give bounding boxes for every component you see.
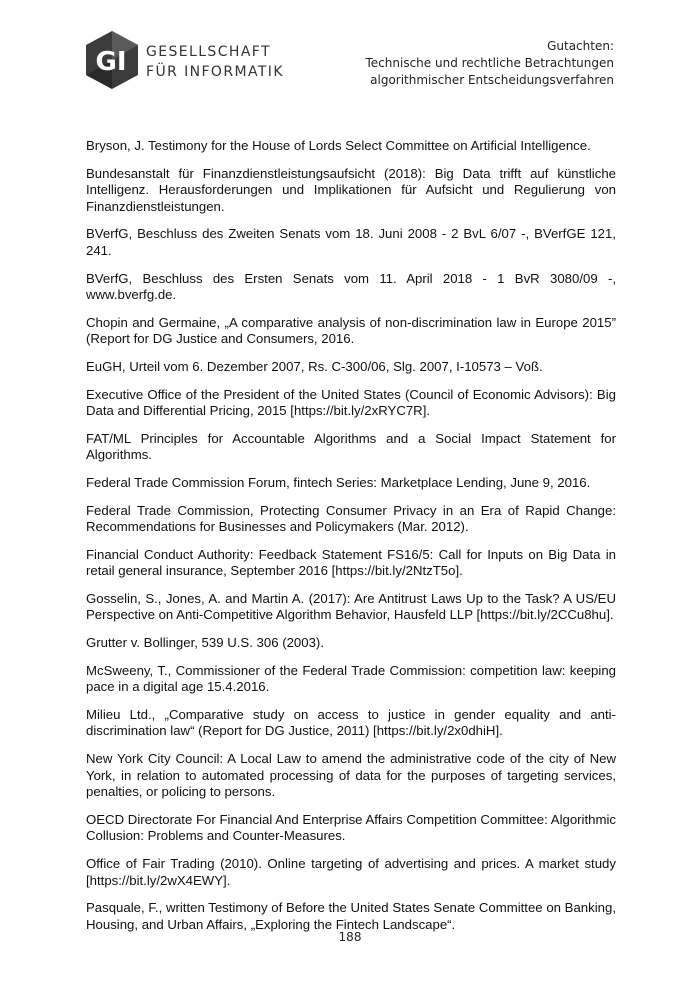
- reference-item: Milieu Ltd., „Comparative study on access to justice in gender equality and anti-discrimination law“ (Report for DG Justice, 2011) [https://bit.ly/2x0dhiH].: [86, 706, 616, 739]
- header-title-line-3: algorithmischer Entscheidungsverfahren: [370, 73, 614, 87]
- header-title-line-1: Gutachten:: [547, 39, 614, 53]
- reference-item: OECD Directorate For Financial And Enterprise Affairs Competition Committee: Algorithmic Collusion: Problems and Counter-Measures.: [86, 811, 616, 844]
- gi-logo: [84, 30, 284, 90]
- reference-item: Office of Fair Trading (2010). Online targeting of advertising and prices. A market study [https://bit.ly/2wX4EWY].: [86, 856, 616, 888]
- reference-item: FAT/ML Principles for Accountable Algorithms and a Social Impact Statement for Algorithms.: [86, 430, 616, 463]
- reference-item: Bryson, J. Testimony for the House of Lords Select Committee on Artificial Intelligence.: [86, 138, 591, 153]
- reference-item: BVerfG, Beschluss des Zweiten Senats vom 18. Juni 2008 - 2 BvL 6/07 -, BVerfGE 121, 241.: [86, 226, 616, 258]
- reference-item: Pasquale, F., written Testimony of Before the United States Senate Committee on Banking, Housing, and Urban Affairs, „Exploring the Fintech Landscape“.: [86, 900, 616, 932]
- logo-line-1: GESELLSCHAFT: [146, 44, 271, 60]
- reference-item: EuGH, Urteil vom 6. Dezember 2007, Rs. C-300/06, Slg. 2007, I-10573 – Voß.: [86, 358, 543, 374]
- gi-logo-mark-icon: [84, 30, 140, 90]
- reference-item: New York City Council: A Local Law to amend the administrative code of the city of New York, in relation to automated processing of data for the purposes of targeting services, penalties, or policing to persons.: [86, 751, 616, 800]
- gi-logo-wordmark: [146, 42, 284, 82]
- header-title-line-2: Technische und rechtliche Betrachtungen: [365, 56, 614, 70]
- page-number: 188: [338, 930, 362, 944]
- reference-item: Federal Trade Commission, Protecting Consumer Privacy in an Era of Rapid Change: Recommendations for Businesses and Policymakers (Mar. 2012).: [86, 502, 616, 535]
- reference-item: Grutter v. Bollinger, 539 U.S. 306 (2003).: [86, 635, 324, 651]
- reference-item: BVerfG, Beschluss des Ersten Senats vom 11. April 2018 - 1 BvR 3080/09 -, www.bverfg.de.: [86, 270, 616, 303]
- reference-item: Federal Trade Commission Forum, fintech Series: Marketplace Lending, June 9, 2016.: [86, 474, 591, 490]
- reference-list: [86, 138, 616, 944]
- document-header-title: [366, 38, 614, 89]
- reference-item: Gosselin, S., Jones, A. and Martin A. (2017): Are Antitrust Laws Up to the Task? A US/EU Perspective on Anti-Competitive Algorithm Behavior, Hausfeld LLP [https://bit.ly/2CCu8hu].: [86, 590, 616, 623]
- logo-line-2: FÜR INFORMATIK: [146, 64, 284, 80]
- reference-item: Chopin and Germaine, „A comparative analysis of non-discrimination law in Europe 2015” (Report for DG Justice and Consumers, 2016.: [86, 314, 616, 347]
- reference-item: Financial Conduct Authority: Feedback Statement FS16/5: Call for Inputs on Big Data in retail general insurance, September 2016 [https://bit.ly/2NtzT5o].: [86, 546, 616, 579]
- reference-item: Executive Office of the President of the United States (Council of Economic Advisors): Big Data and Differential Pricing, 2015 [https://bit.ly/2xRYC7R].: [86, 386, 616, 419]
- reference-item: Bundesanstalt für Finanzdienstleistungsaufsicht (2018): Big Data trifft auf künstliche Intelligenz. Herausforderungen und Implikationen für Aufsicht und Regulierung von Finanzdienstleistungen.: [86, 165, 616, 214]
- gi-logo-mark-text: GI: [95, 47, 127, 77]
- reference-item: McSweeny, T., Commissioner of the Federal Trade Commission: competition law: keeping pace in a digital age 15.4.2016.: [86, 662, 616, 695]
